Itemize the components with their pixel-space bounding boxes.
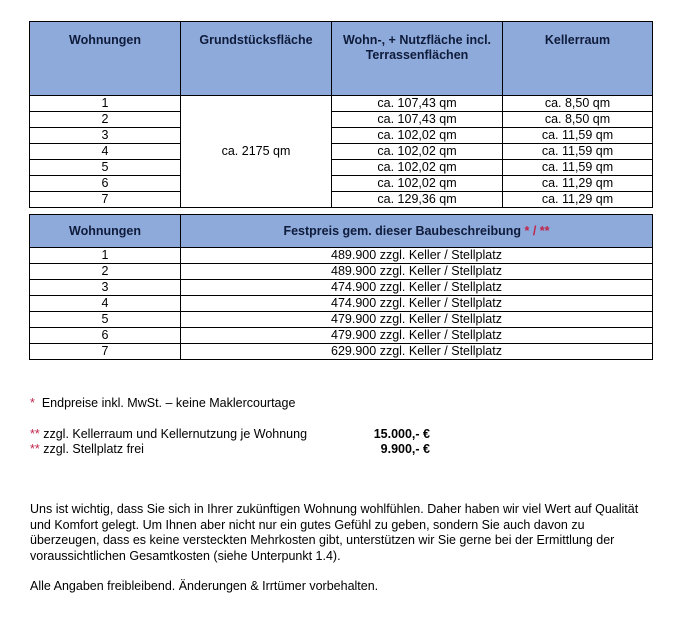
cell-festpreis: 629.900 zzgl. Keller / Stellplatz <box>181 344 653 360</box>
area-table-row <box>30 176 653 192</box>
note-keller <box>30 427 430 442</box>
header-grundstuecksflaeche: Grundstücksfläche <box>181 22 332 96</box>
price-table-row <box>30 296 653 312</box>
footnote-marker: * / ** <box>524 224 550 238</box>
cell-wohnflaeche: ca. 107,43 qm <box>332 96 503 112</box>
cell-kellerraum: ca. 8,50 qm <box>503 112 653 128</box>
cell-wohnung-nr: 1 <box>30 248 181 264</box>
asterisk-marker: * <box>30 396 35 410</box>
area-table-row <box>30 96 653 112</box>
cell-kellerraum: ca. 8,50 qm <box>503 96 653 112</box>
cell-wohnung-nr: 5 <box>30 312 181 328</box>
cell-festpreis: 474.900 zzgl. Keller / Stellplatz <box>181 280 653 296</box>
price-table-header <box>30 215 653 248</box>
cell-wohnung-nr: 5 <box>30 160 181 176</box>
note-stellplatz-amount: 9.900,- € <box>380 442 430 456</box>
note-keller-amount: 15.000,- € <box>373 427 430 441</box>
price-table-row <box>30 248 653 264</box>
cell-kellerraum: ca. 11,59 qm <box>503 128 653 144</box>
paragraph-disclaimer: Alle Angaben freibleibend. Änderungen & Irrtümer vorbehalten. <box>30 579 379 593</box>
header-wohnflaeche: Wohn-, + Nutzfläche incl. Terrassenflächen <box>332 22 503 96</box>
cell-kellerraum: ca. 11,29 qm <box>503 192 653 208</box>
cell-wohnung-nr: 2 <box>30 112 181 128</box>
cell-festpreis: 479.900 zzgl. Keller / Stellplatz <box>181 312 653 328</box>
price-table-row <box>30 264 653 280</box>
note-stellplatz <box>30 442 430 457</box>
price-table-row <box>30 328 653 344</box>
area-table <box>29 21 653 208</box>
cell-grundstuecksflaeche: ca. 2175 qm <box>181 96 332 208</box>
area-table-row <box>30 112 653 128</box>
cell-wohnung-nr: 3 <box>30 128 181 144</box>
double-asterisk-marker: ** <box>30 442 40 456</box>
cell-wohnung-nr: 6 <box>30 328 181 344</box>
note-keller-text: zzgl. Kellerraum und Kellernutzung je Wohnung <box>43 427 308 441</box>
note-endpreise <box>30 396 430 411</box>
area-table-row <box>30 128 653 144</box>
cell-wohnflaeche: ca. 102,02 qm <box>332 160 503 176</box>
cell-festpreis: 479.900 zzgl. Keller / Stellplatz <box>181 328 653 344</box>
cell-wohnflaeche: ca. 102,02 qm <box>332 176 503 192</box>
cell-wohnung-nr: 1 <box>30 96 181 112</box>
header-wohnungen: Wohnungen <box>30 22 181 96</box>
closing-text <box>30 502 655 610</box>
double-asterisk-marker: ** <box>30 427 40 441</box>
header-festpreis-label: Festpreis gem. dieser Baubeschreibung <box>283 224 522 238</box>
cell-kellerraum: ca. 11,59 qm <box>503 160 653 176</box>
area-table-row <box>30 144 653 160</box>
note-stellplatz-text: zzgl. Stellplatz frei <box>43 442 144 456</box>
price-table-row <box>30 344 653 360</box>
cell-wohnung-nr: 2 <box>30 264 181 280</box>
cell-kellerraum: ca. 11,59 qm <box>503 144 653 160</box>
paragraph-info: Uns ist wichtig, dass Sie sich in Ihrer zukünftigen Wohnung wohlfühlen. Daher haben wir viel Wert auf Qualität und Komfort gelegt. Um Ihnen aber nicht nur ein gutes Gefühl zu geben, sondern Sie auch davon zu überzeugen, dass es keine versteckten Mehrkosten gibt, unterstützen wir Sie gerne bei der Ermittlung der voraussichtlichen Gesamtkosten (siehe Unterpunkt 1.4). <box>30 502 639 563</box>
cell-wohnung-nr: 4 <box>30 296 181 312</box>
cell-wohnung-nr: 7 <box>30 344 181 360</box>
area-table-header <box>30 22 653 96</box>
cell-wohnung-nr: 3 <box>30 280 181 296</box>
cell-wohnung-nr: 6 <box>30 176 181 192</box>
cell-wohnflaeche: ca. 102,02 qm <box>332 128 503 144</box>
cell-festpreis: 489.900 zzgl. Keller / Stellplatz <box>181 264 653 280</box>
header-kellerraum: Kellerraum <box>503 22 653 96</box>
footnotes <box>30 396 430 457</box>
price-table-row <box>30 312 653 328</box>
price-table-row <box>30 280 653 296</box>
cell-wohnflaeche: ca. 102,02 qm <box>332 144 503 160</box>
cell-wohnung-nr: 7 <box>30 192 181 208</box>
header-wohnungen-2: Wohnungen <box>30 215 181 248</box>
cell-wohnung-nr: 4 <box>30 144 181 160</box>
area-table-row <box>30 192 653 208</box>
area-table-row <box>30 160 653 176</box>
note-endpreise-text: Endpreise inkl. MwSt. – keine Maklercourtage <box>41 396 296 410</box>
cell-festpreis: 489.900 zzgl. Keller / Stellplatz <box>181 248 653 264</box>
cell-wohnflaeche: ca. 107,43 qm <box>332 112 503 128</box>
price-table <box>29 214 653 360</box>
cell-wohnflaeche: ca. 129,36 qm <box>332 192 503 208</box>
cell-kellerraum: ca. 11,29 qm <box>503 176 653 192</box>
header-festpreis <box>181 215 653 248</box>
cell-festpreis: 474.900 zzgl. Keller / Stellplatz <box>181 296 653 312</box>
